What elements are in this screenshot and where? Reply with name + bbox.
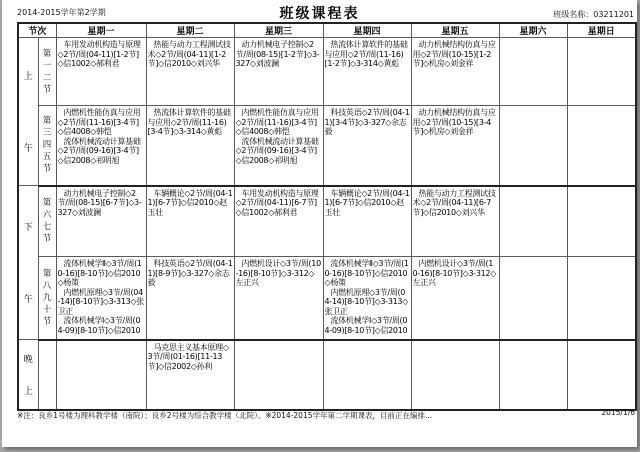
schedule-cell [567, 186, 636, 257]
course-entry: 内燃机原理◇3节/周(04-14)[8-10节]◇3-313◇张卫正 [324, 287, 409, 316]
course-entry: 热流体计算软件的基础与应用◇2节/周(11-16)[1-2节]◇3-314◇黄彪 [324, 40, 408, 68]
schedule-cell [499, 106, 567, 186]
course-entry: 流体机械流动计算基础◇2节/周(09-16)[3-4节]◇信2008◇祁明旭 [57, 136, 141, 165]
schedule-cell [567, 106, 636, 186]
schedule-cell [234, 38, 323, 106]
period-label [38, 340, 56, 410]
course-entry: 热能与动力工程测试技术◇2节/周(04-11)[1-2节]◇信2010◇刘兴华 [147, 40, 231, 68]
schedule-cell [323, 186, 411, 257]
course-entry: 内燃机设计◇3节/周(10-16)[8-10节]◇3-312◇左正兴 [235, 259, 321, 287]
course-entry: 内燃机性能仿真与应用◇2节/周(11-16)[3-4节]◇信4008◇韩恺 [235, 108, 319, 136]
schedule-cell [234, 186, 323, 257]
section-label-evening [18, 340, 38, 410]
course-entry: 流体机械学Ⅰ◇3节/周(04-09)[8-10节]◇信2010 [57, 316, 141, 335]
schedule-cell [411, 106, 499, 186]
schedule-cell [56, 340, 146, 410]
course-entry: 动力机械结构仿真与应用◇2节/周(10-15)[1-2节]◇机房◇刘金祥 [412, 40, 496, 68]
section-label-morning [18, 38, 38, 186]
class-name-label: 班级名称：03211201 [553, 10, 634, 19]
footer-date: 2015/1/6 [601, 408, 635, 417]
schedule-cell [56, 106, 146, 186]
schedule-cell [323, 38, 411, 106]
schedule-cell [146, 186, 234, 257]
course-entry: 车辆概论◇2节/周(04-11)[6-7节]◇信2010◇赵玉壮 [147, 188, 233, 217]
day-header-sun: 星期日 [567, 23, 636, 38]
period-label-text: 第 六 七 节 [42, 198, 52, 245]
day-header-mon: 星期一 [56, 23, 146, 38]
schedule-cell [146, 340, 234, 410]
schedule-cell [56, 257, 146, 340]
corner-header: 节次 [18, 23, 56, 38]
schedule-cell [499, 257, 567, 340]
day-header-sat: 星期六 [499, 23, 567, 38]
course-entry: 流体机械学Ⅰ◇3节/周(04-09)[8-10节]◇信2010 [324, 316, 408, 335]
schedule-cell [499, 186, 567, 257]
schedule-cell [567, 340, 636, 410]
term-label: 2014-2015学年第2学期 [17, 8, 106, 17]
section-label-text: 晚 上 [23, 354, 33, 397]
schedule-cell [411, 340, 499, 410]
schedule-cell [146, 257, 234, 340]
period-label [38, 186, 56, 257]
period-label [38, 257, 56, 340]
schedule-cell [499, 38, 567, 106]
schedule-cell [567, 257, 636, 340]
section-label-text: 上 午 [23, 72, 33, 154]
section-label-afternoon [18, 186, 38, 340]
course-entry: 科技英语◇2节/周(04-11)[8-9节]◇3-327◇余志毅 [147, 259, 233, 287]
schedule-cell [56, 186, 146, 257]
course-entry: 内燃机原理◇3节/周(04-14)[8-10节]◇3-313◇张卫正 [57, 287, 144, 316]
course-entry: 科技英语◇2节/周(04-11)[3-4节]◇3-327◇余志毅 [324, 108, 410, 136]
schedule-cell [56, 38, 146, 106]
section-label-text: 下 午 [23, 223, 33, 305]
course-entry: 动力机械电子控制◇2节/周(08-15)[6-7节]◇3-327◇刘波澜 [57, 188, 142, 217]
course-entry: 内燃机设计◇3节/周(10-16)[8-10节]◇3-312◇左正兴 [412, 259, 497, 287]
schedule-cell [146, 106, 234, 186]
period-label-text: 第 八 九 十 节 [42, 268, 52, 327]
schedule-cell [323, 257, 411, 340]
period-label [38, 38, 56, 106]
course-entry: 车辆概论◇2节/周(04-11)[6-7节]◇信2010◇赵玉壮 [324, 188, 410, 217]
schedule-cell [323, 106, 411, 186]
footer-note: ※注：良乡1号楼为理科教学楼（南院）；良乡2号楼为综合教学楼（北院）。※2014-2015学年第二学期课表，目前正在编排... [17, 411, 433, 420]
period-label [38, 106, 56, 186]
schedule-cell [234, 340, 323, 410]
course-entry: 热流体计算软件的基础与应用◇2节/周(11-16)[3-4节]◇3-314◇黄彪 [147, 108, 231, 136]
page-title: 班级课程表 [279, 6, 360, 22]
course-entry: 动力机械电子控制◇2节/周(08-15)[1-2节]◇3-327◇刘波澜 [235, 40, 320, 68]
course-entry: 流体机械学Ⅱ◇3节/周(10-16)[8-10节]◇信2010◇杨策 [57, 259, 142, 287]
schedule-cell [146, 38, 234, 106]
course-entry: 马克思主义基本原理◇3节/周(01-16)[11-13节]◇信2002◇孙利 [147, 342, 229, 371]
day-header-wed: 星期三 [234, 23, 323, 38]
document-page [2, 0, 637, 447]
day-header-tue: 星期二 [146, 23, 234, 38]
course-entry: 动力机械结构仿真与应用◇2节/周(10-15)[3-4节]◇机房◇刘金祥 [412, 108, 496, 136]
schedule-cell [567, 38, 636, 106]
course-entry: 车用发动机构造与原理◇2节/周(04-11)[1-2节]◇信1002◇郝利君 [57, 40, 141, 68]
course-entry: 热能与动力工程测试技术◇2节/周(04-11)[6-7节]◇信2010◇刘兴华 [412, 188, 496, 217]
schedule-cell [411, 257, 499, 340]
period-label-text: 第 三 四 五 节 [42, 116, 52, 175]
period-label-text: 第 一 二 节 [42, 48, 52, 95]
day-header-thu: 星期四 [323, 23, 411, 38]
schedule-cell [499, 340, 567, 410]
schedule-table [17, 22, 637, 411]
course-entry: 流体机械学Ⅱ◇3节/周(10-16)[8-10节]◇信2010◇杨策 [324, 259, 409, 287]
course-entry: 内燃机性能仿真与应用◇2节/周(11-16)[3-4节]◇信4008◇韩恺 [57, 108, 141, 136]
schedule-cell [234, 257, 323, 340]
schedule-cell [411, 186, 499, 257]
schedule-cell [234, 106, 323, 186]
schedule-cell [323, 340, 411, 410]
schedule-cell [411, 38, 499, 106]
footer [17, 410, 635, 421]
day-header-fri: 星期五 [411, 23, 499, 38]
course-entry: 车用发动机构造与原理◇2节/周(04-11)[6-7节]◇信1002◇郝利君 [235, 188, 319, 217]
course-entry: 流体机械流动计算基础◇2节/周(09-16)[3-4节]◇信2008◇祁明旭 [235, 136, 319, 165]
